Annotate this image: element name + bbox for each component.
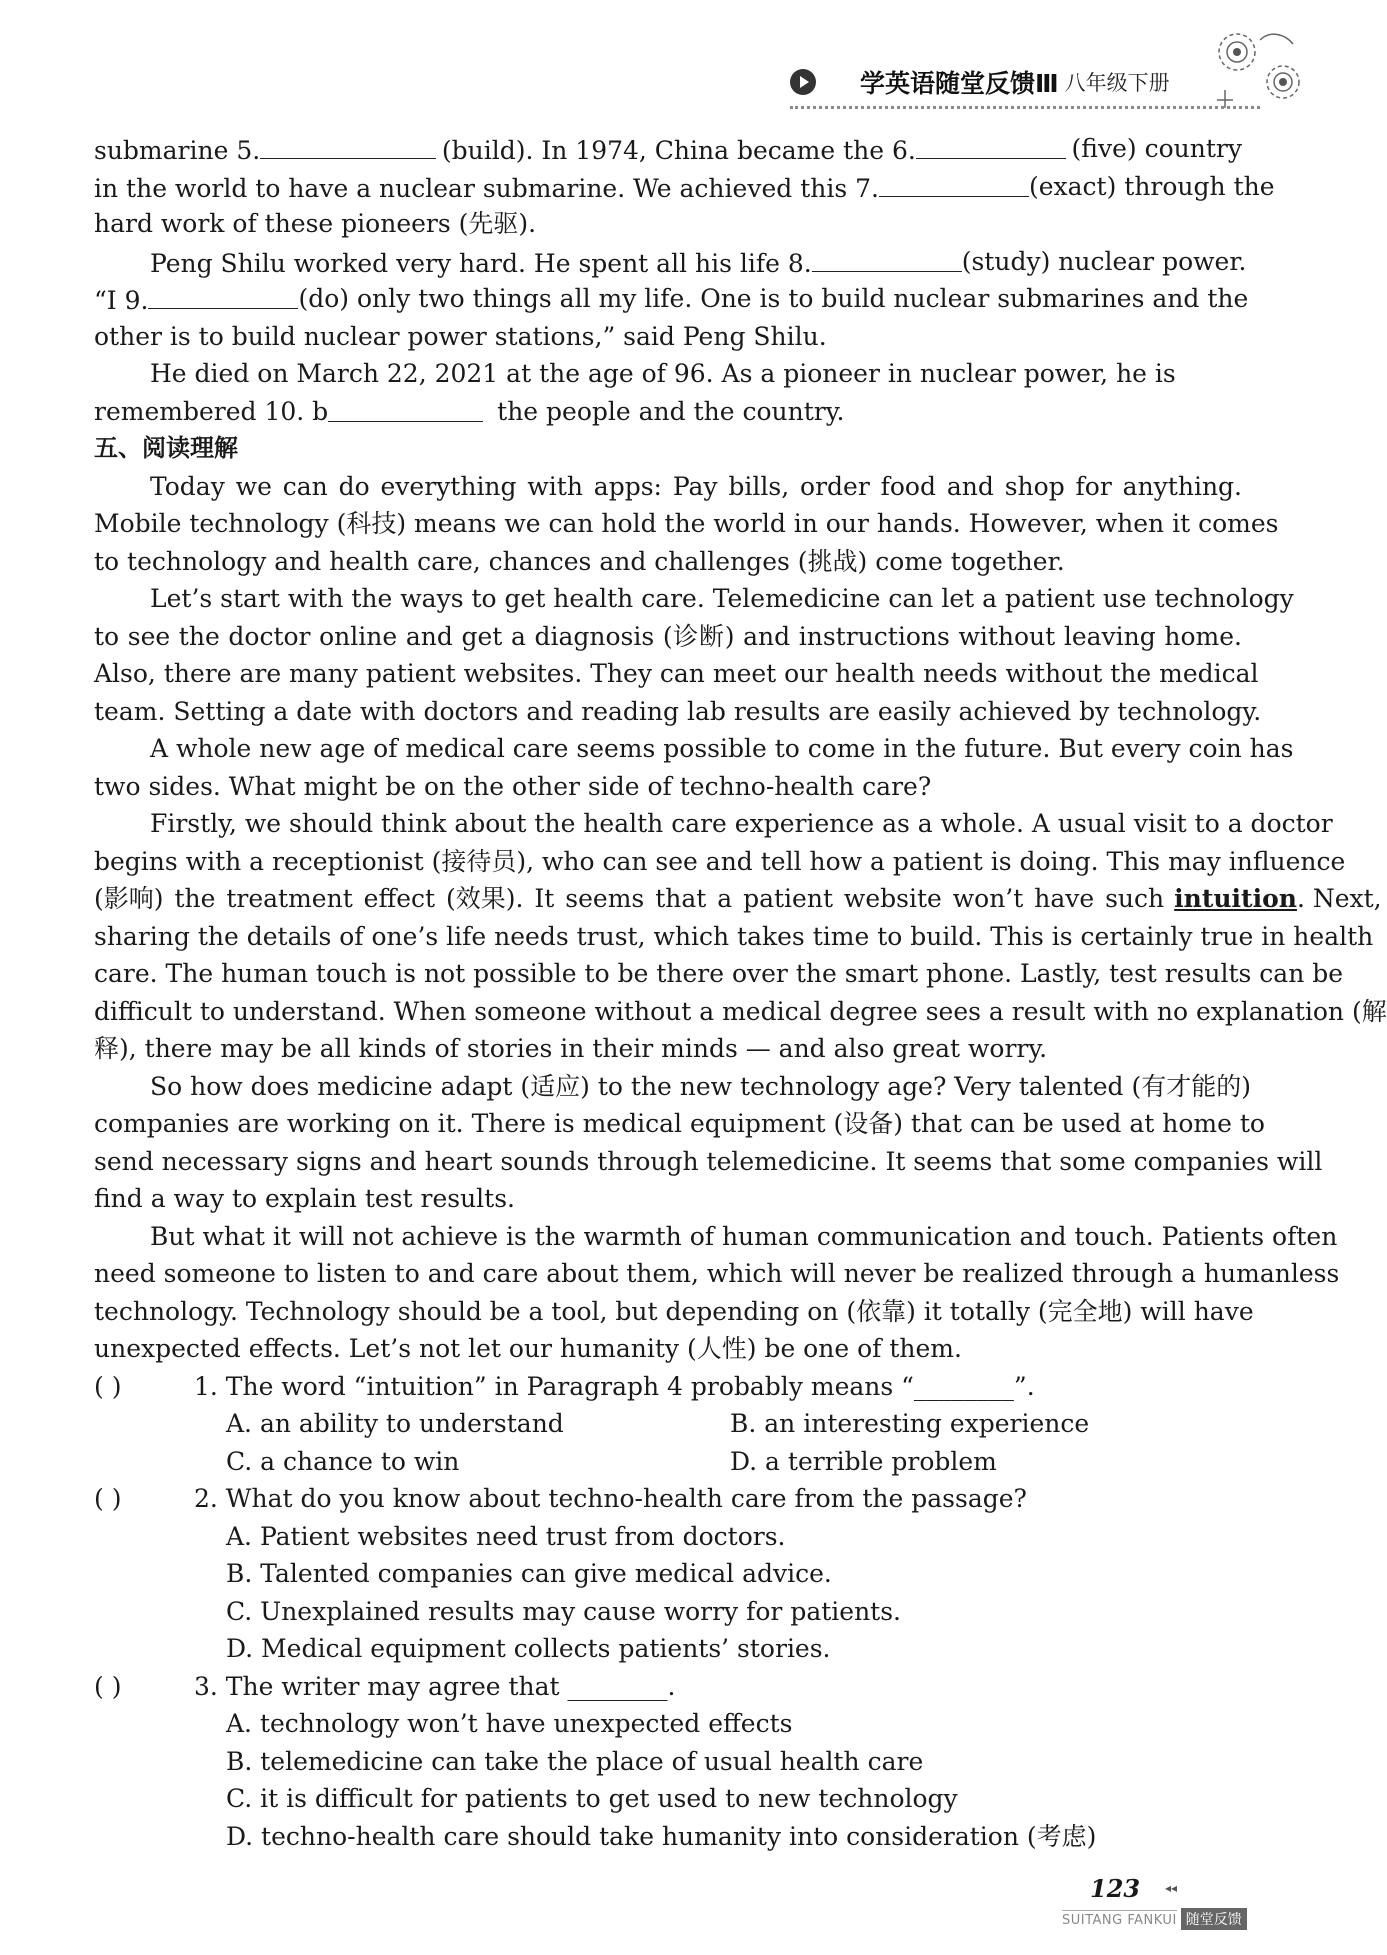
text-segment: (study) nuclear power. [961, 246, 1247, 276]
text-line: Also, there are many patient websites. They can meet our health needs without the medical [94, 659, 1259, 688]
option-c[interactable]: C. a chance to win [226, 1446, 460, 1476]
text-line: team. Setting a date with doctors and reading lab results are easily achieved by technology. [94, 696, 1262, 726]
text-line [94, 880, 1382, 918]
option-b[interactable]: B. Talented companies can give medical advice. [226, 1559, 832, 1588]
reading-passage [94, 468, 1387, 1368]
question-text: 1. The word “intuition” in Paragraph 4 probably means “________”. [194, 1371, 1035, 1401]
option-c[interactable]: C. it is difficult for patients to get used to new technology [226, 1784, 958, 1813]
text-segment: “I 9. [94, 286, 149, 315]
text-line: difficult to understand. When someone without a medical degree sees a result with no explanation (解 [94, 996, 1387, 1026]
option-row [94, 1705, 1242, 1743]
text-segment: Peng Shilu worked very hard. He spent all his life 8. [150, 248, 812, 278]
text-line: other is to build nuclear power stations,” said Peng Shilu. [94, 321, 827, 351]
text-line: Firstly, we should think about the health care experience as a whole. A usual visit to a doctor [150, 809, 1333, 838]
text-line: begins with a receptionist (接待员), who can see and tell how a patient is doing. This may influence [94, 846, 1346, 876]
text-segment: submarine 5. [94, 136, 261, 165]
text-line: But what it will not achieve is the warmth of human communication and touch. Patients often [150, 1221, 1338, 1251]
option-d[interactable]: D. a terrible problem [730, 1446, 997, 1476]
question-list [94, 1368, 1242, 1856]
text-line: Mobile technology (科技) means we can hold the world in our hands. However, when it comes [94, 509, 1279, 538]
play-icon [790, 69, 816, 95]
question-1 [94, 1368, 1242, 1406]
option-c[interactable]: C. Unexplained results may cause worry for patients. [226, 1596, 901, 1626]
answer-blank-7[interactable] [879, 168, 1029, 197]
option-b[interactable]: B. an interesting experience [730, 1409, 1090, 1438]
question-3 [94, 1668, 1242, 1706]
brand-zh: 随堂反馈 [1181, 1908, 1247, 1930]
answer-paren[interactable]: ( ) [94, 1671, 122, 1701]
option-row [94, 1443, 1242, 1481]
option-a[interactable]: A. technology won’t have unexpected effects [226, 1709, 793, 1738]
text-line: So how does medicine adapt (适应) to the new technology age? Very talented (有才能的) [150, 1071, 1252, 1101]
answer-paren[interactable]: ( ) [94, 1371, 122, 1401]
option-row [94, 1743, 1242, 1781]
footer-brand [1062, 1908, 1247, 1930]
answer-blank-10[interactable] [328, 393, 483, 422]
text-segment: the people and the country. [497, 396, 845, 426]
option-row [94, 1555, 1242, 1593]
option-a[interactable]: A. Patient websites need trust from doctors. [226, 1521, 786, 1551]
text-line: two sides. What might be on the other side of techno-health care? [94, 771, 932, 801]
text-segment: (five) country [1071, 134, 1242, 163]
option-d[interactable]: D. Medical equipment collects patients’ stories. [226, 1634, 831, 1663]
text-segment: (影响) the treatment effect (效果). It seems that a patient website won’t have such [94, 884, 1165, 913]
answer-blank-6[interactable] [916, 130, 1066, 159]
answer-blank-8[interactable] [812, 243, 962, 272]
text-line [94, 168, 1275, 206]
text-line: to technology and health care, chances and challenges (挑战) come together. [94, 546, 1065, 576]
answer-paren[interactable]: ( ) [94, 1484, 122, 1513]
highlighted-word: intuition [1174, 884, 1297, 913]
text-segment: . Next, [1296, 884, 1382, 913]
text-segment: (build). In 1974, China became the 6. [441, 136, 916, 165]
text-line: to see the doctor online and get a diagnosis (诊断) and instructions without leaving home. [94, 621, 1242, 651]
answer-blank-5[interactable] [260, 130, 436, 159]
page-header [790, 62, 1170, 102]
header-divider [790, 106, 1260, 109]
text-line: A whole new age of medical care seems possible to come in the future. But every coin has [150, 734, 1294, 763]
book-title: 学英语随堂反馈Ⅲ [860, 69, 1059, 98]
text-line: unexpected effects. Let’s not let our humanity (人性) be one of them. [94, 1334, 962, 1363]
page-number: 123 [1090, 1874, 1141, 1903]
text-segment: (do) only two things all my life. One is to build nuclear submarines and the [298, 284, 1249, 313]
text-line [94, 130, 1242, 168]
section-heading: 五、阅读理解 [94, 434, 238, 462]
text-line [94, 393, 1242, 431]
text-line: hard work of these pioneers (先驱). [94, 209, 537, 238]
text-line: companies are working on it. There is medical equipment (设备) that can be used at home to [94, 1109, 1265, 1138]
question-text: 2. What do you know about techno-health care from the passage? [194, 1484, 1027, 1513]
text-segment: (exact) through the [1028, 171, 1275, 201]
text-line [94, 243, 1247, 281]
option-a[interactable]: A. an ability to understand [226, 1409, 564, 1438]
text-line: sharing the details of one’s life needs trust, which takes time to build. This is certainly true in health [94, 921, 1374, 951]
flower-decoration-icon [1205, 20, 1315, 110]
option-d[interactable]: D. techno-health care should take humanity into consideration (考虑) [226, 1821, 1097, 1851]
text-line: 释), there may be all kinds of stories in their minds — and also great worry. [94, 1034, 1048, 1063]
text-segment: remembered 10. b [94, 396, 329, 426]
text-line: send necessary signs and heart sounds through telemedicine. It seems that some companies will [94, 1146, 1323, 1176]
page-content [94, 130, 1387, 1855]
option-row [94, 1518, 1242, 1556]
text-line: technology. Technology should be a tool, but depending on (依靠) it totally (完全地) will have [94, 1296, 1254, 1326]
text-line: need someone to listen to and care about them, which will never be realized through a humanless [94, 1259, 1340, 1288]
text-line: Let’s start with the ways to get health care. Telemedicine can let a patient use technology [150, 584, 1294, 613]
option-row [94, 1405, 1242, 1443]
question-text: 3. The writer may agree that ________. [194, 1671, 676, 1701]
option-row [94, 1818, 1242, 1856]
answer-blank-9[interactable] [148, 280, 298, 309]
fill-in-passage [94, 130, 1275, 430]
text-line: Today we can do everything with apps: Pay bills, order food and shop for anything. [150, 471, 1242, 501]
option-row [94, 1593, 1242, 1631]
brand-en: SUITANG FANKUI [1062, 1910, 1177, 1928]
option-b[interactable]: B. telemedicine can take the place of usual health care [226, 1746, 924, 1776]
text-line: care. The human touch is not possible to be there over the smart phone. Lastly, test results can be [94, 959, 1344, 988]
text-line [94, 280, 1249, 318]
question-2 [94, 1480, 1242, 1518]
text-segment: in the world to have a nuclear submarine. We achieved this 7. [94, 173, 879, 203]
text-line: find a way to explain test results. [94, 1184, 515, 1213]
arrows-icon: ◂◂ [1165, 1881, 1178, 1895]
option-row [94, 1780, 1242, 1818]
option-row [94, 1630, 1242, 1668]
text-line: He died on March 22, 2021 at the age of 96. As a pioneer in nuclear power, he is [150, 359, 1176, 388]
grade-label: 八年级下册 [1064, 71, 1170, 95]
